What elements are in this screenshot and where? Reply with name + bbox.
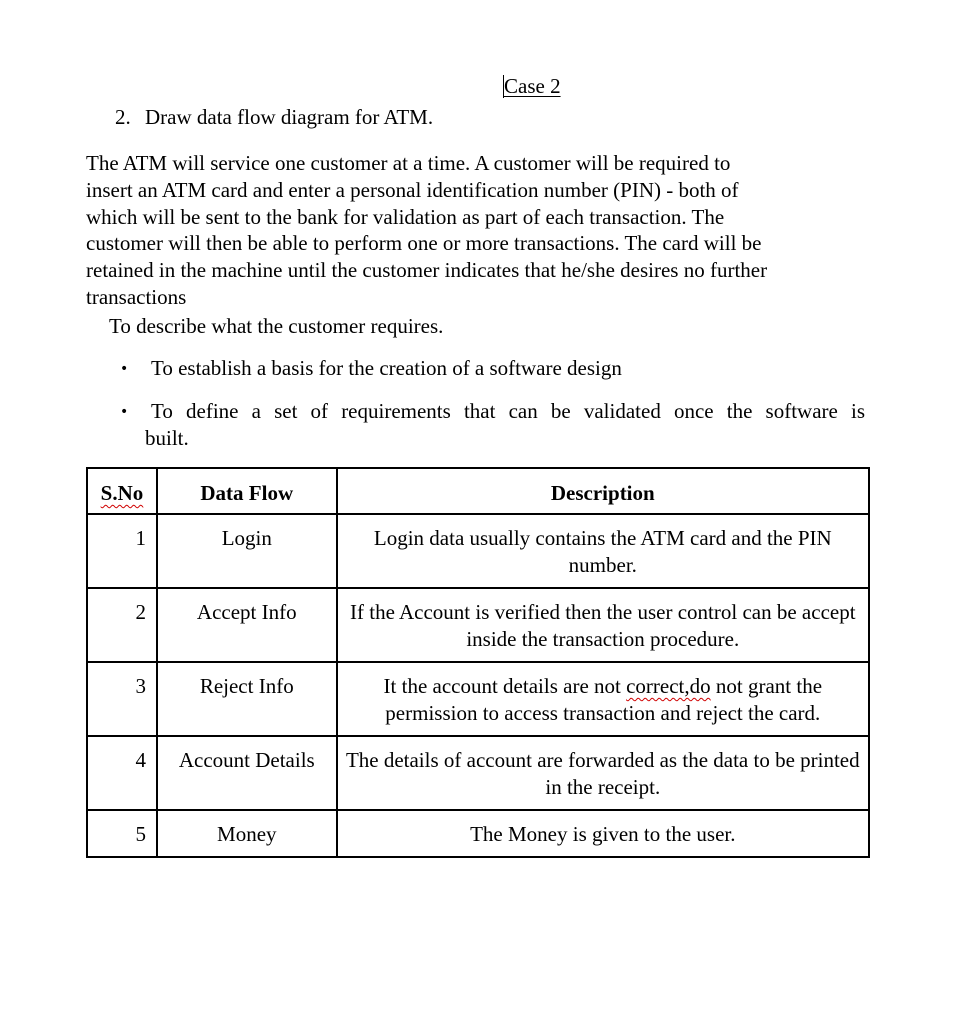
header-sno-label: S.No [100,481,144,505]
description-text: not grant the permission to access transaction and reject the card. [385,674,823,725]
header-sno [87,468,157,514]
description-text: It the account details are not [383,674,627,698]
cell-sno: 1 [87,514,157,588]
case-title: Case 2 [504,74,561,98]
cell-description [337,662,869,736]
cell-data-flow: Money [157,810,337,857]
header-data-flow: Data Flow [157,468,337,514]
bullet-text-continued: built. [145,426,189,450]
cell-sno: 2 [87,588,157,662]
bullet-icon: • [120,404,129,420]
bullet-item [120,355,622,382]
paragraph-line: customer will then be able to perform one or more transactions. The card will be [86,231,762,256]
cell-sno: 5 [87,810,157,857]
question-text: Draw data flow diagram for ATM. [145,105,434,129]
bullet-text: To define a set of requirements that can be validated once the software is [151,399,865,423]
paragraph-line: which will be sent to the bank for validation as part of each transaction. The [86,204,725,229]
table-row [87,588,869,662]
cell-data-flow: Login [157,514,337,588]
paragraph-line: transactions [86,284,187,309]
cell-sno: 3 [87,662,157,736]
cell-data-flow: Account Details [157,736,337,810]
header-description: Description [337,468,869,514]
table-row [87,662,869,736]
paragraph-line: insert an ATM card and enter a personal identification number (PIN) - both of [86,177,739,202]
bullet-icon: • [120,361,129,377]
cell-data-flow: Accept Info [157,588,337,662]
requires-text: To describe what the customer requires. [109,314,444,338]
cell-sno: 4 [87,736,157,810]
cell-description: The details of account are forwarded as the data to be printed in the receipt. [337,736,869,810]
bullet-item [120,398,865,452]
table-row [87,810,869,857]
paragraph-line: retained in the machine until the customer indicates that he/she desires no further [86,258,768,283]
cell-description: Login data usually contains the ATM card and the PIN number. [337,514,869,588]
question-number: 2. [115,105,131,129]
table-row [87,736,869,810]
table-row [87,514,869,588]
table-header-row [87,468,869,514]
cell-data-flow: Reject Info [157,662,337,736]
data-flow-table [86,467,870,858]
paragraph-line: The ATM will service one customer at a time. A customer will be required to [86,151,731,175]
cell-description: The Money is given to the user. [337,810,869,857]
cell-description: If the Account is verified then the user control can be accept inside the transaction procedure. [337,588,869,662]
spellcheck-flagged-word: correct,do [626,674,711,698]
description-paragraph [86,150,876,311]
question [115,103,433,131]
bullet-text: To establish a basis for the creation of a software design [151,356,622,380]
